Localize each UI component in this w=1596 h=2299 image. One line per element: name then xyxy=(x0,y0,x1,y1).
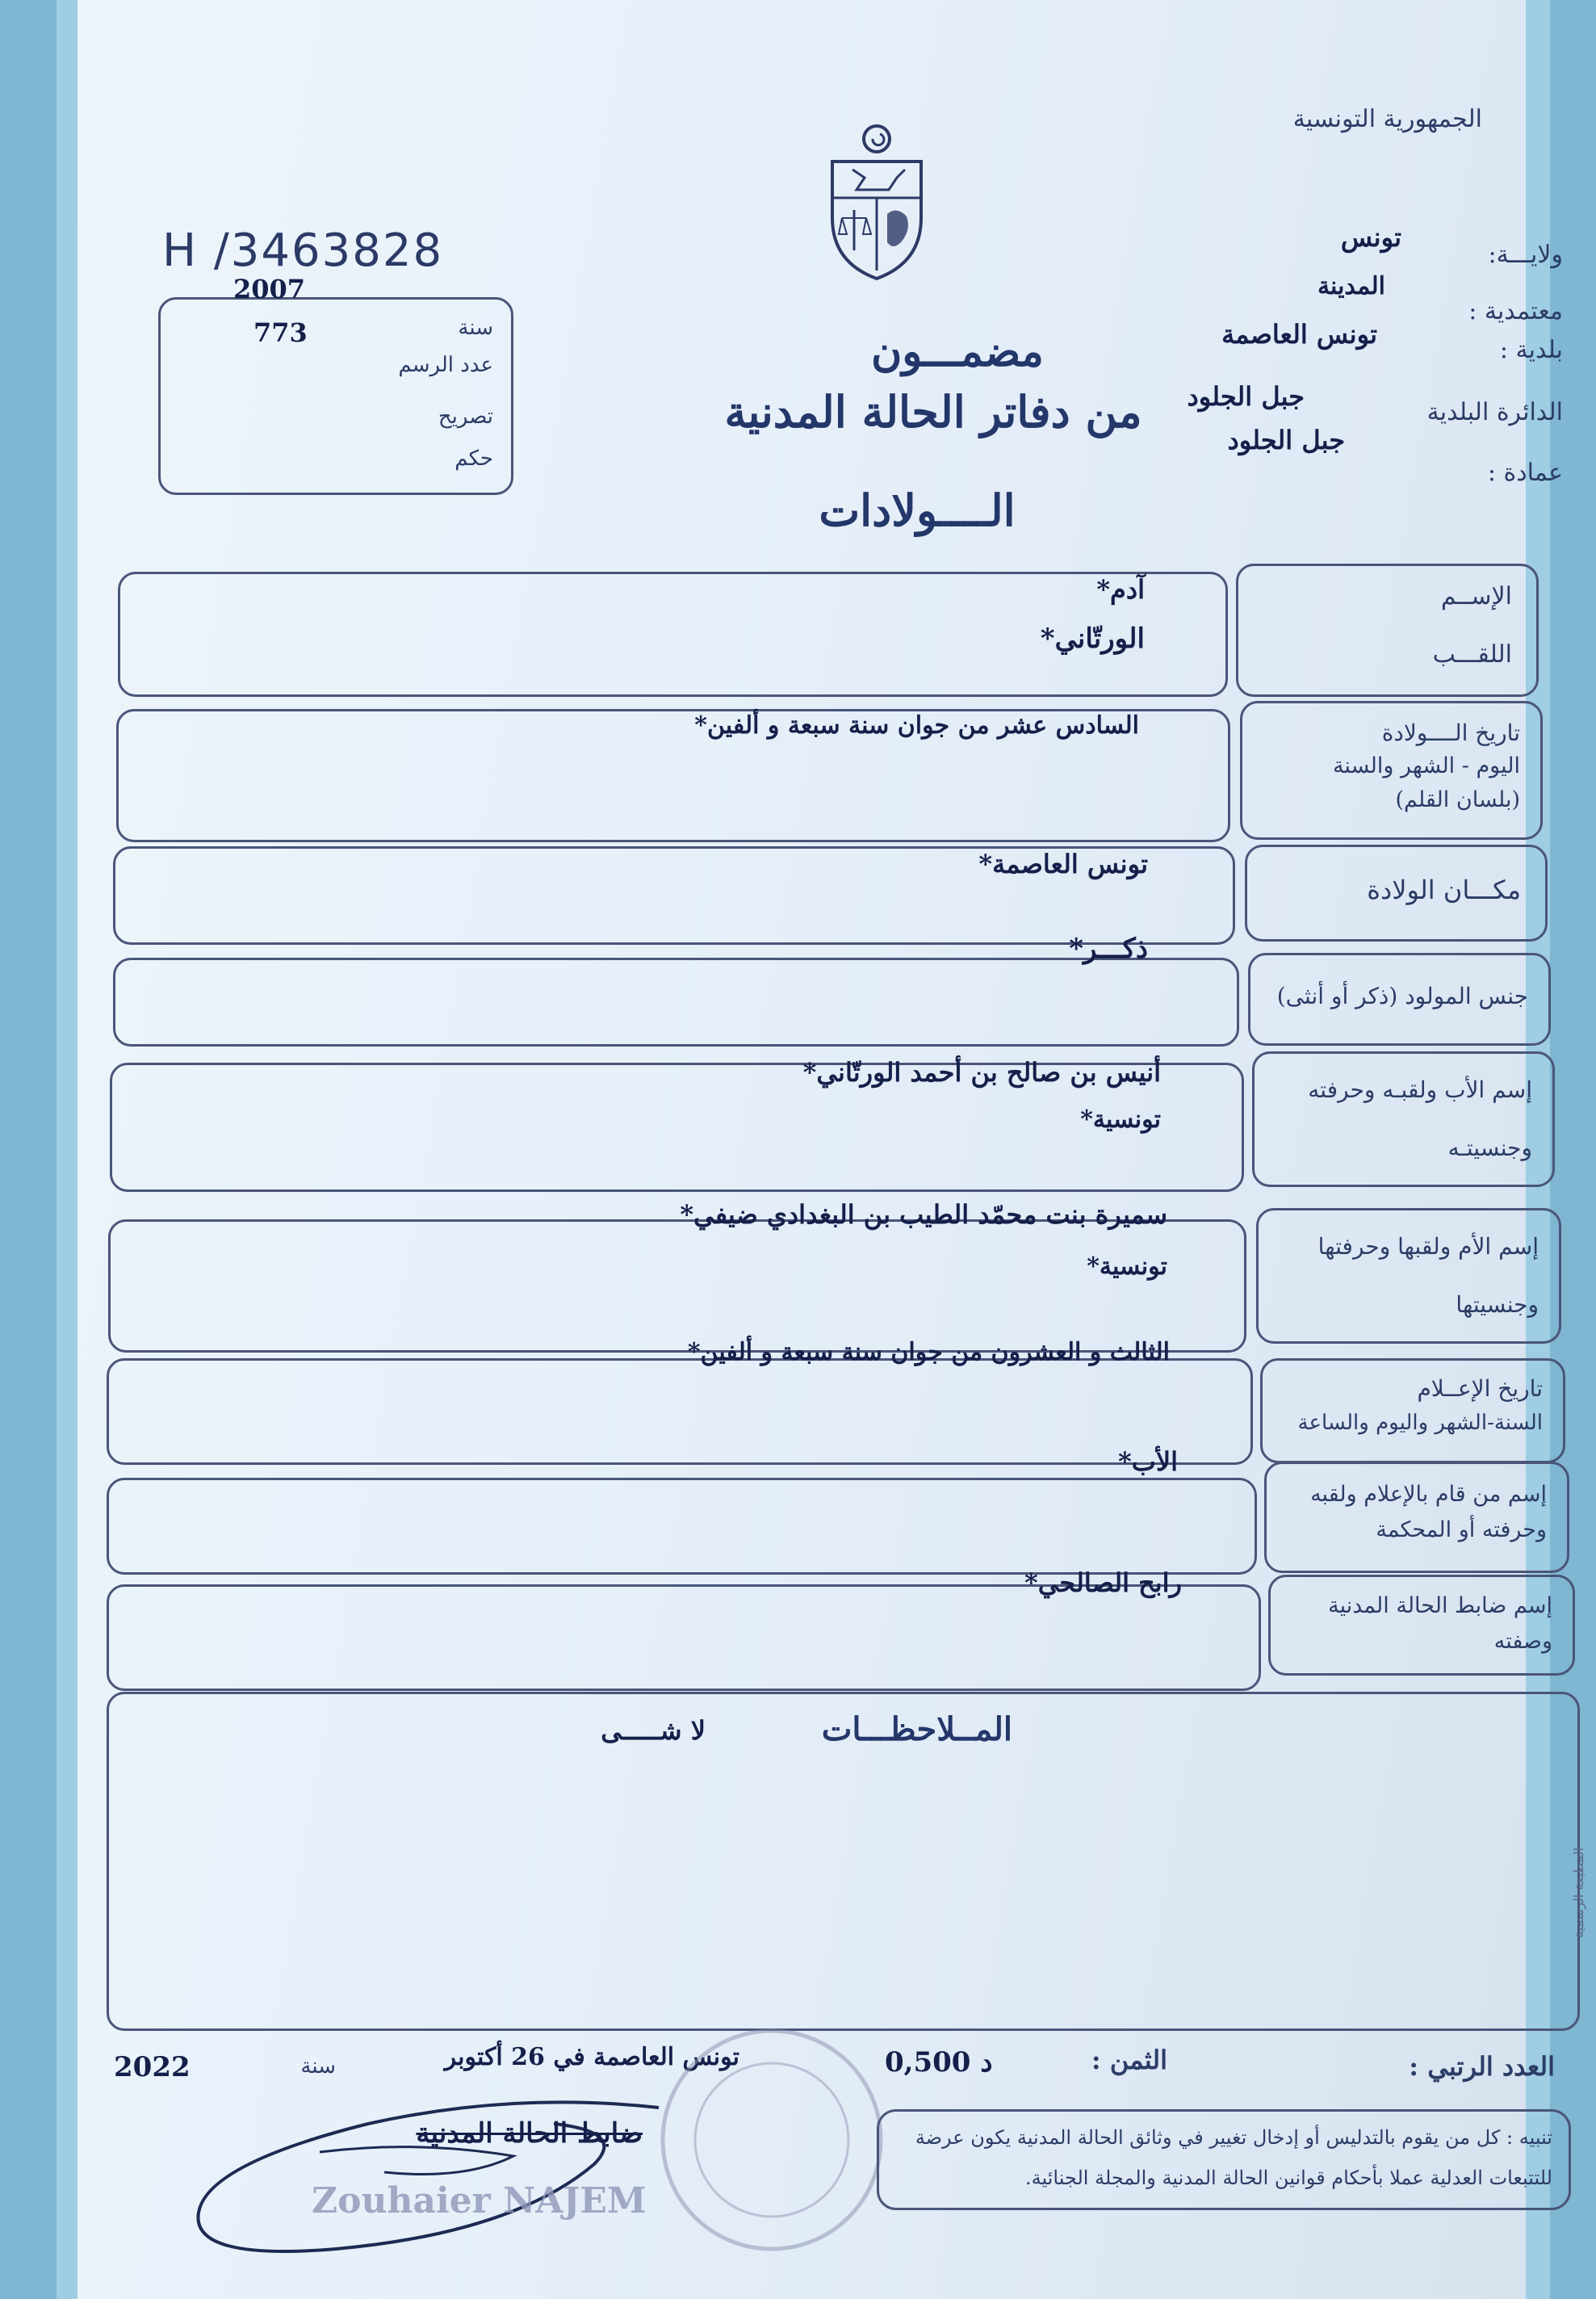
remarks-label: المــلاحظـــات xyxy=(821,1710,1012,1748)
title-madmoun: مضمـــون xyxy=(871,327,1044,376)
ordinal-number-label: العدد الرتبي : xyxy=(1409,2051,1555,2082)
price-label: الثمن : xyxy=(1091,2045,1167,2075)
record-number-label: عدد الرسم xyxy=(398,353,493,377)
daira-value: جبل الجلود xyxy=(1187,381,1305,412)
field-birthplace-value: تونس العاصمة* xyxy=(978,849,1148,879)
field-value-box-declaration-date xyxy=(107,1338,1253,1465)
field-officer-value: رابح الصالحي* xyxy=(1024,1567,1182,1598)
field-value-box-officer xyxy=(107,1567,1261,1691)
field-declaration-date-value: الثالث و العشرون من جوان سنة سبعة و ألفين* xyxy=(687,1338,1170,1366)
field-value-box-birthdate xyxy=(116,709,1230,842)
title-registers: من دفاتر الحالة المدنية xyxy=(724,386,1142,438)
officer-name-stamp: Zouhaier NAJEM xyxy=(312,2180,647,2221)
field-label-box-father xyxy=(1252,1051,1555,1187)
omada-value: جبل الجلود xyxy=(1227,425,1345,455)
field-declaration-date-label-2: السنة-الشهر واليوم والساعة xyxy=(1297,1411,1543,1435)
record-box xyxy=(158,274,513,495)
field-father-value-2: تونسية* xyxy=(1080,1105,1161,1134)
field-value-box-mother xyxy=(108,1199,1246,1353)
warning-line-2: للتتبعات العدلية عملا بأحكام قوانين الحالة المدنية والمجلة الجنائية. xyxy=(1025,2167,1552,2189)
wilaya-label: ولايـــة: xyxy=(1488,241,1563,269)
field-father-value-1: أنيس بن صالح بن أحمد الورتّاني* xyxy=(802,1057,1161,1088)
omada-label: عمادة : xyxy=(1487,459,1563,487)
record-number-value: 773 xyxy=(253,317,308,348)
place-and-date: تونس العاصمة في 26 أكتوبر xyxy=(444,2043,739,2071)
signature-icon xyxy=(174,2075,675,2269)
field-birthdate-label-2: اليوم - الشهر والسنة xyxy=(1332,753,1520,778)
field-value-box-sex xyxy=(113,933,1239,1047)
field-sex-value: ذكـــر* xyxy=(1069,933,1148,965)
section-births: الــــولادات xyxy=(819,485,1016,536)
field-label-box-mother xyxy=(1256,1208,1561,1344)
field-value-box-declarant xyxy=(107,1446,1257,1575)
field-value-box-father xyxy=(110,1057,1244,1192)
remarks-value: لا شـــــى xyxy=(601,1715,706,1746)
legal-warning-box xyxy=(877,2109,1571,2210)
field-sex-label: جنس المولود (ذكر أو أنثى) xyxy=(1276,983,1528,1009)
record-declaration-label: تصريح xyxy=(438,405,493,429)
remarks-box xyxy=(107,1692,1580,2031)
record-year-label: سنة xyxy=(458,316,493,340)
field-name-value-2: الورتّاني* xyxy=(1040,623,1145,655)
field-value-box-birthplace xyxy=(113,846,1235,945)
field-label-box-declaration-date xyxy=(1260,1358,1565,1463)
officer-title: ضابط الحالة المدنية xyxy=(416,2117,643,2150)
record-judgment-label: حكم xyxy=(455,447,493,471)
serial-number: H /3463828 xyxy=(162,224,444,277)
field-label-box-declarant xyxy=(1264,1462,1569,1573)
field-mother-label-1: إسم الأم ولقبها وحرفتها xyxy=(1317,1233,1539,1260)
republic-header: الجمهورية التونسية xyxy=(1292,105,1482,133)
footer-year-label: سنة xyxy=(300,2054,336,2079)
field-label-box-name xyxy=(1236,564,1539,697)
field-declarant-value: الأب* xyxy=(1118,1446,1178,1477)
field-officer-label-1: إسم ضابط الحالة المدنية xyxy=(1328,1593,1552,1618)
field-birthdate-value: السادس عشر من جوان سنة سبعة و ألفين* xyxy=(694,711,1139,740)
mutamadia-value: المدينة xyxy=(1317,272,1385,300)
field-declarant-label-2: وحرفته أو المحكمة xyxy=(1376,1517,1547,1542)
footer-year-value: 2022 xyxy=(114,2051,191,2083)
field-name-label-1: الإســم xyxy=(1440,582,1512,610)
field-label-box-officer xyxy=(1268,1575,1575,1676)
field-name-label-2: اللقـــب xyxy=(1432,640,1512,669)
field-birthdate-label-3: (بلسان القلم) xyxy=(1395,787,1520,812)
field-label-box-sex xyxy=(1248,953,1551,1046)
field-mother-value-2: تونسية* xyxy=(1087,1252,1167,1281)
field-value-box-name xyxy=(118,572,1228,697)
mutamadia-label: معتمدية : xyxy=(1468,297,1563,325)
wilaya-value: تونس xyxy=(1340,222,1401,253)
field-birthplace-label: مكـــان الولادة xyxy=(1367,875,1521,905)
field-mother-value-1: سميرة بنت محمّد الطيب بن البغدادي ضيفي* xyxy=(680,1199,1167,1230)
record-year-value: 2007 xyxy=(233,274,306,304)
baladia-label: بلدية : xyxy=(1499,336,1563,364)
field-label-box-birthplace xyxy=(1245,845,1548,942)
birth-certificate-sheet xyxy=(57,0,1586,2299)
official-stamp-icon xyxy=(651,2019,893,2261)
field-declaration-date-label-1: تاريخ الإعــلام xyxy=(1417,1375,1543,1402)
baladia-value: تونس العاصمة xyxy=(1221,319,1377,350)
field-declarant-label-1: إسم من قام بالإعلام ولقبه xyxy=(1310,1482,1547,1507)
field-father-label-2: وجنسيتـه xyxy=(1447,1135,1532,1161)
field-mother-label-2: وجنسيتها xyxy=(1456,1291,1539,1318)
field-label-box-birthdate xyxy=(1240,701,1543,840)
warning-line-1: تنبيه : كل من يقوم بالتدليس أو إدخال تغيير في وثائق الحالة المدنية يكون عرضة xyxy=(915,2126,1552,2149)
field-name-value-1: آدم* xyxy=(1096,574,1145,605)
daira-label: الدائرة البلدية xyxy=(1426,398,1563,426)
field-officer-label-2: وصفته xyxy=(1493,1629,1552,1654)
printer-note: المطبعة الرسمية xyxy=(1571,1847,1586,1938)
field-birthdate-label-1: تاريخ الــــولادة xyxy=(1381,719,1520,746)
field-father-label-1: إسم الأب ولقبـه وحرفته xyxy=(1308,1076,1532,1103)
tunisia-coat-of-arms-icon xyxy=(816,121,937,283)
price-value: 0,500 د xyxy=(885,2046,993,2079)
